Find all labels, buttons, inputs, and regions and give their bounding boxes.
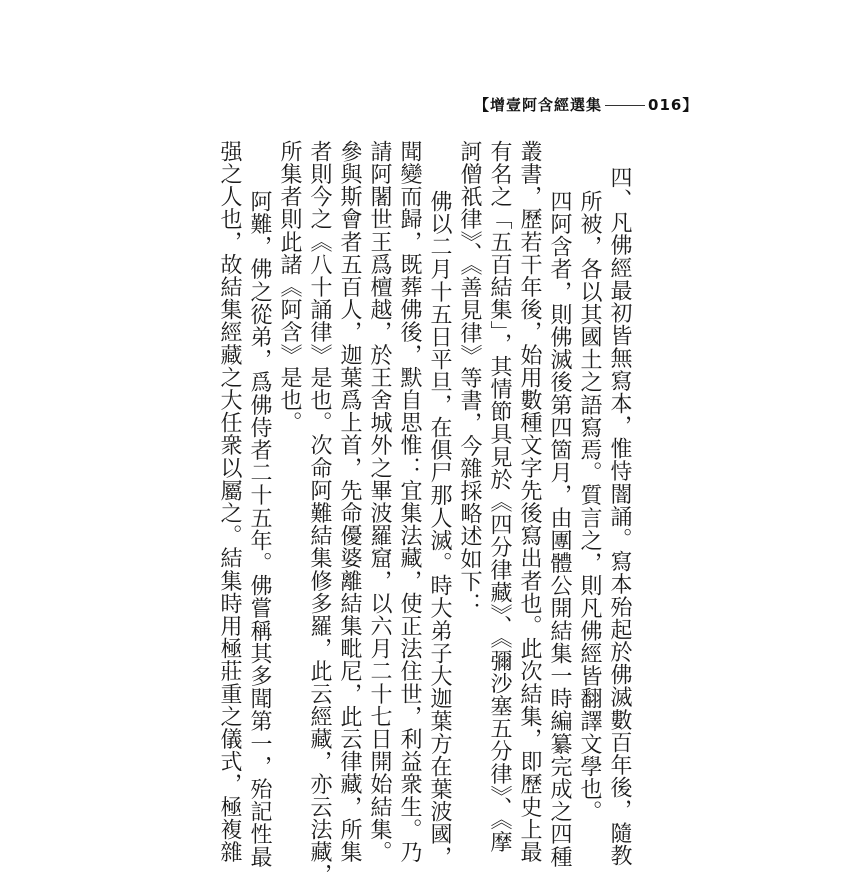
running-header <box>474 94 698 115</box>
text-column-9: 請阿闍世王爲檀越，於王舍城外之畢波羅窟，以六月二十七日開始結集。 <box>367 140 392 864</box>
text-column-13: 阿難，佛之從弟，爲佛侍者二十五年。佛嘗稱其多聞第一，殆記性最 <box>247 190 272 868</box>
text-column-11: 者則今之《八十誦律》是也。次命阿難結集修多羅，此云經藏，亦云法藏， <box>307 140 332 886</box>
text-column-1: 四、凡佛經最初皆無寫本，惟恃闇誦。寫本殆起於佛滅數百年後，隨教 <box>607 166 632 867</box>
text-column-4: 叢書，歷若干年後，始用數種文字先後寫出者也。此次結集，即歷史上最 <box>517 140 542 864</box>
text-column-3: 四阿含者，則佛滅後第四箇月，由團體公開結集一時編纂完成之四種 <box>547 190 572 868</box>
text-column-2: 所被，各以其國土之語寫焉。質言之，則凡佛經皆翻譯文學也。 <box>577 190 602 823</box>
header-close-bracket: 】 <box>682 96 699 114</box>
page-number: 016 <box>648 96 683 114</box>
text-column-8: 聞變而歸，既葬佛後，默自思惟：宜集法藏，使正法住世，利益衆生。乃 <box>397 140 422 864</box>
text-column-12: 所集者則此諸《阿含》是也。 <box>277 140 302 434</box>
header-open-bracket: 【 <box>474 96 491 114</box>
page-body-text <box>214 140 634 886</box>
text-column-5: 有名之「五百結集」，其情節具見於《四分律藏》、《彌沙塞五分律》、《摩 <box>487 140 512 854</box>
text-column-6: 訶僧祇律》、《善見律》等書，今雜採略述如下： <box>457 140 482 616</box>
text-column-14: 强之人也，故結集經藏之大任衆以屬之。結集時用極莊重之儀式，極複雜 <box>217 140 242 864</box>
text-column-10: 參與斯會者五百人，迦葉爲上首，先命優婆離結集毗尼，此云律藏，所集 <box>337 140 362 864</box>
header-dash <box>605 105 645 106</box>
book-title: 增壹阿含經選集 <box>490 96 603 114</box>
text-column-7: 佛以二月十五日平旦，在俱尸那人滅。時大弟子大迦葉方在葉波國， <box>427 190 452 868</box>
